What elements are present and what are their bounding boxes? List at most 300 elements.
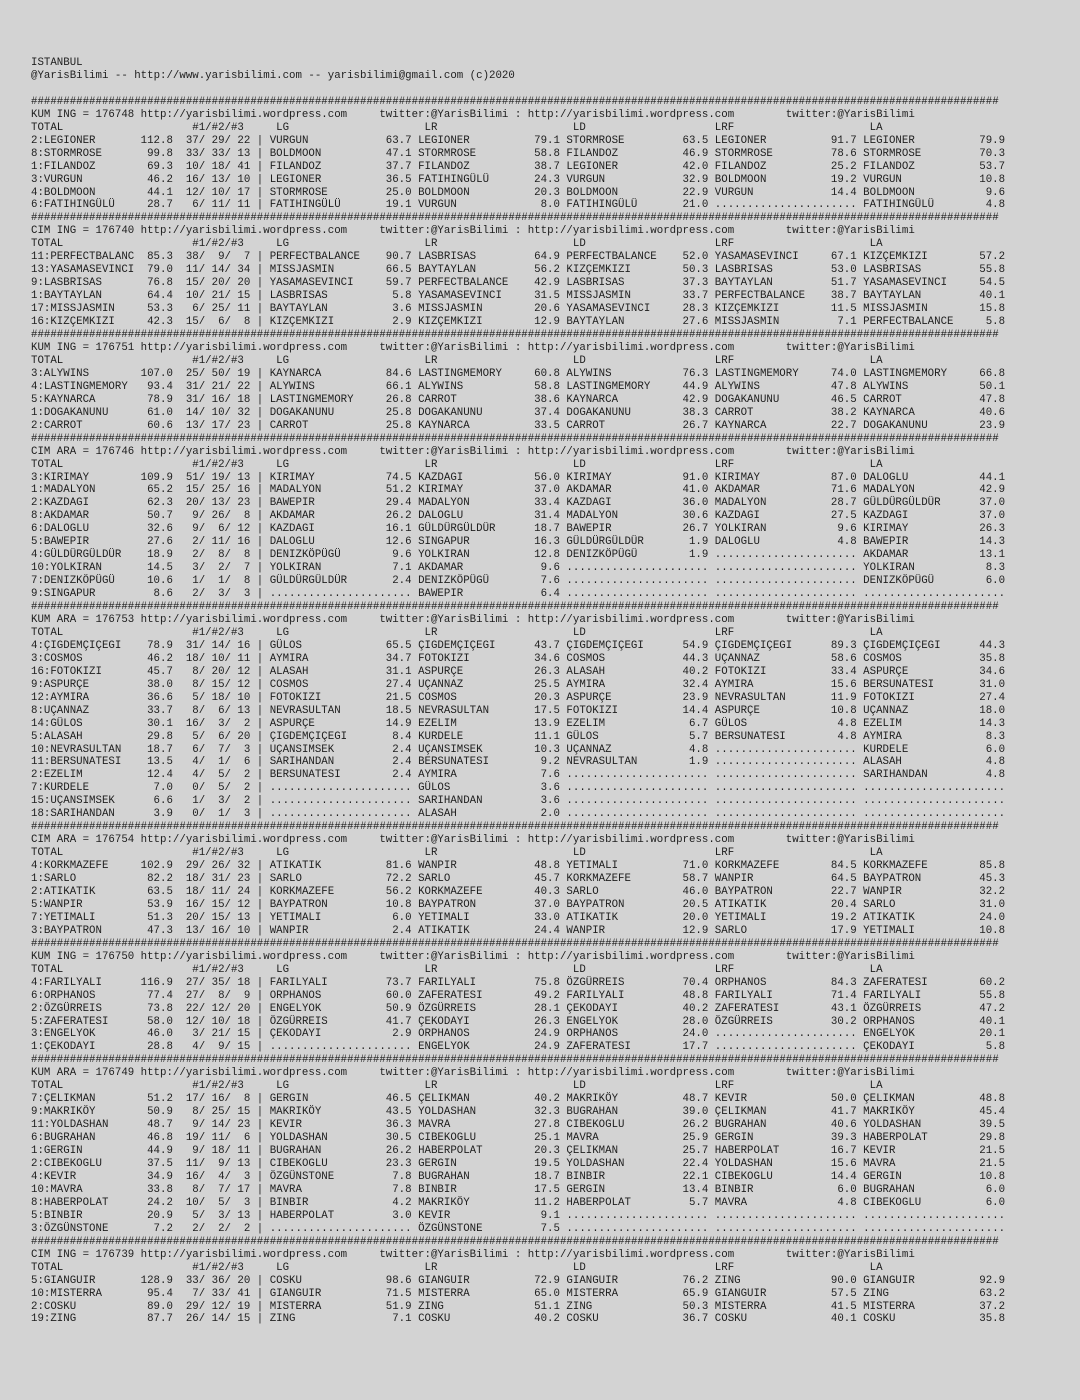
lg-score: 7.1 — [392, 1313, 412, 1326]
city-title: ISTANBUL — [31, 57, 83, 69]
team-name: 9:SINGAPUR — [31, 588, 96, 601]
lg-score: 51.2 — [385, 484, 412, 497]
picks-label: #1/#2/#3 — [192, 238, 244, 251]
pick-counts: 13/ 16/ 10 — [185, 924, 251, 937]
separator-line — [31, 212, 1031, 225]
ld-score: 50.3 — [682, 1300, 709, 1313]
lg-team: WANPIR — [269, 924, 309, 937]
team-name: 7:YETIMALI — [31, 911, 96, 924]
section-header — [31, 834, 1031, 847]
lr-team: SINGAPUR — [418, 536, 470, 549]
total-score: 50.9 — [147, 1106, 173, 1119]
team-name: 16:KIZÇEMKIZI — [31, 316, 115, 329]
twitter-link: twitter:@YarisBilimi : http://yarisbilimi.wordpress.com — [379, 834, 735, 847]
la-team: MADALYON — [863, 484, 915, 497]
lg-score: 26.8 — [385, 393, 412, 406]
la-score: 10.8 — [979, 924, 1006, 937]
lr-score: 19.5 — [534, 1158, 560, 1171]
lr-score: 40.2 — [534, 1093, 560, 1106]
lr-label: LR — [424, 626, 438, 639]
lrf-team: MISTERRA — [714, 1300, 767, 1313]
lg-score: 2.4 — [392, 743, 412, 756]
table-row — [31, 536, 1031, 549]
lr-score: 27.8 — [534, 1119, 560, 1132]
total-score: 51.3 — [147, 911, 173, 924]
la-score: 6.0 — [985, 1183, 1006, 1196]
picks-label: #1/#2/#3 — [192, 1080, 244, 1093]
lg-score: 27.4 — [385, 678, 412, 691]
la-label: LA — [869, 963, 883, 976]
lr-score: 16.3 — [534, 536, 560, 549]
table-row — [31, 679, 1031, 692]
table-row — [31, 925, 1031, 938]
lg-score: 60.0 — [385, 989, 412, 1002]
total-label: TOTAL — [31, 121, 64, 134]
lrf-score: 19.2 — [830, 173, 857, 186]
table-row — [31, 420, 1031, 433]
la-team: KAYNARCA — [863, 406, 915, 419]
ld-team: ZAFERATESI — [566, 1041, 631, 1054]
lr-score: 56.0 — [534, 471, 560, 484]
lr-score: 25.1 — [534, 1132, 560, 1145]
ld-team: ORPHANOS — [566, 1028, 619, 1041]
lg-score: 23.3 — [385, 1158, 412, 1171]
twitter-link: twitter:@YarisBilimi : http://yarisbilimi.wordpress.com — [379, 613, 735, 626]
pick-counts: 4/ 1/ 6 — [192, 756, 251, 769]
total-score: 3.9 — [153, 808, 173, 821]
lg-team: KAZDAGI — [269, 523, 315, 536]
column-divider: | — [256, 510, 264, 523]
table-row — [31, 484, 1031, 497]
lr-team: ÇELIKMAN — [418, 1093, 470, 1106]
lg-label: LG — [276, 847, 290, 860]
lr-score: 28.1 — [534, 1002, 560, 1015]
team-name: 12:AYMIRA — [31, 691, 90, 704]
column-divider: | — [256, 1300, 264, 1313]
ld-team: LASTINGMEMORY — [566, 380, 651, 393]
ld-empty-dots: ...................... — [566, 1222, 709, 1235]
lr-team: KAZDAGI — [418, 471, 464, 484]
lg-team: HABERPOLAT — [269, 1209, 335, 1222]
lg-score: 30.5 — [385, 1132, 412, 1145]
lr-score: 24.4 — [534, 924, 560, 937]
la-team: DALOGLU — [863, 471, 909, 484]
la-label: LA — [869, 458, 883, 471]
la-score: 14.3 — [979, 536, 1006, 549]
table-row — [31, 899, 1031, 912]
ld-score: 48.7 — [682, 1093, 709, 1106]
separator: ###################################################################################################################################################### — [31, 1235, 999, 1248]
lr-score: 33.5 — [534, 419, 560, 432]
la-score: 29.8 — [979, 1132, 1006, 1145]
lg-team: BOLDMOON — [269, 147, 322, 160]
lrf-score: 84.5 — [830, 860, 857, 873]
ld-score: 32.9 — [682, 173, 709, 186]
la-score: 37.0 — [979, 497, 1006, 510]
lrf-team: AYMIRA — [714, 678, 754, 691]
table-row — [31, 666, 1031, 679]
lg-score: 84.6 — [385, 367, 412, 380]
lr-score: 58.8 — [534, 380, 560, 393]
ld-team: WANPIR — [566, 924, 606, 937]
lg-label: LG — [276, 354, 290, 367]
lg-team: ÇIGDEMÇIÇEGI — [269, 730, 348, 743]
column-divider: | — [256, 1015, 264, 1028]
total-score: 46.2 — [147, 173, 173, 186]
lr-team: AYMIRA — [418, 769, 457, 782]
lr-score: 2.0 — [540, 808, 560, 821]
total-score: 77.4 — [147, 989, 173, 1002]
table-row — [31, 1275, 1031, 1288]
team-name: 4:ÇIGDEMÇIÇEGI — [31, 639, 122, 652]
pick-counts: 5/ 3/ 13 — [192, 1209, 251, 1222]
la-team: BAYPATRON — [863, 873, 922, 886]
ld-team: MAVRA — [566, 1132, 599, 1145]
lr-score: 38.6 — [534, 393, 560, 406]
lrf-score: 16.7 — [830, 1145, 857, 1158]
lrf-score: 19.2 — [830, 911, 857, 924]
lr-team: ÇIGDEMÇIÇEGI — [418, 639, 496, 652]
lg-empty-dots: ...................... — [269, 1041, 412, 1054]
column-divider: | — [256, 588, 264, 601]
ld-team: ÇEKODAYI — [566, 1002, 619, 1015]
total-score: 64.4 — [147, 290, 173, 303]
lg-team: LASTINGMEMORY — [269, 393, 354, 406]
section-url: http://yarisbilimi.wordpress.com — [140, 108, 348, 121]
pick-counts: 11/ 14/ 34 — [185, 264, 251, 277]
total-label: TOTAL — [31, 847, 64, 860]
table-row — [31, 860, 1031, 873]
team-name: 6:BUGRAHAN — [31, 1132, 96, 1145]
table-row — [31, 640, 1031, 653]
total-score: 10.6 — [147, 575, 173, 588]
la-team: CARROT — [863, 393, 902, 406]
table-row — [31, 1016, 1031, 1029]
column-divider: | — [256, 380, 264, 393]
total-score: 48.7 — [147, 1119, 173, 1132]
lrf-team: AKDAMAR — [714, 484, 760, 497]
lrf-team: BAYTAYLAN — [714, 277, 773, 290]
lg-team: YETIMALI — [269, 911, 322, 924]
table-row — [31, 756, 1031, 769]
picks-label: #1/#2/#3 — [192, 121, 244, 134]
pick-counts: 18/ 11/ 24 — [185, 886, 251, 898]
team-name: 6:DALOGLU — [31, 523, 90, 536]
lg-score: 46.5 — [385, 1093, 412, 1106]
lg-score: 2.9 — [392, 316, 412, 329]
ld-score: 71.0 — [682, 860, 709, 873]
lr-score: 40.2 — [534, 1313, 560, 1326]
pick-counts: 37/ 29/ 22 — [185, 134, 251, 147]
twitter-link: twitter:@YarisBilimi : http://yarisbilimi.wordpress.com — [379, 225, 735, 238]
lg-team: SARLO — [269, 873, 302, 886]
column-divider: | — [256, 199, 264, 212]
ld-score: 12.9 — [682, 924, 709, 937]
total-label: TOTAL — [31, 1261, 64, 1274]
la-score: 42.9 — [979, 484, 1006, 497]
lr-score: 12.8 — [534, 549, 560, 562]
la-team: BUGRAHAN — [863, 1183, 915, 1196]
ld-team: ZING — [566, 1300, 593, 1313]
pick-counts: 31/ 16/ 18 — [185, 393, 251, 406]
la-team: STORMROSE — [863, 147, 922, 160]
lr-team: BAWEPIR — [418, 588, 464, 601]
lr-team: ATIKATIK — [418, 924, 470, 937]
lg-team: DENIZKÖPÜGÜ — [269, 549, 341, 562]
total-score: 78.9 — [147, 393, 173, 406]
la-score: 5.8 — [985, 316, 1006, 329]
lrf-empty-dots: ...................... — [714, 782, 857, 795]
la-team: FOTOKIZI — [863, 691, 915, 704]
team-name: 3:ÖZGÜNSTONE — [31, 1222, 109, 1235]
lg-score: 10.8 — [385, 898, 412, 911]
lrf-score: 74.0 — [830, 367, 857, 380]
column-divider: | — [256, 665, 264, 678]
table-row — [31, 199, 1031, 212]
ld-score: 32.4 — [682, 678, 709, 691]
column-divider: | — [256, 484, 264, 497]
lg-score: 51.9 — [385, 1300, 412, 1313]
team-name: 2:ÖZGÜRREIS — [31, 1002, 102, 1015]
total-score: 102.9 — [140, 860, 173, 873]
total-score: 78.9 — [147, 639, 173, 652]
lg-team: DALOGLU — [269, 536, 315, 549]
la-label: LA — [869, 121, 883, 134]
lr-score: 24.3 — [534, 173, 560, 186]
la-team: MAKRIKÖY — [863, 1106, 915, 1119]
lr-team: CIBEKOGLU — [418, 1132, 477, 1145]
lrf-score: 91.7 — [830, 134, 857, 147]
la-team: ORPHANOS — [863, 1015, 915, 1028]
lg-team: BAYTAYLAN — [269, 303, 328, 316]
ld-label: LD — [572, 626, 586, 639]
ld-score: 4.8 — [688, 743, 709, 756]
team-name: 2:CIBEKOGLU — [31, 1158, 102, 1171]
team-name: 2:EZELIM — [31, 769, 83, 782]
lg-score: 25.0 — [385, 186, 412, 199]
lrf-empty-dots: ...................... — [714, 743, 857, 756]
lrf-score: 4.8 — [837, 536, 857, 549]
lr-score: 20.3 — [534, 691, 560, 704]
lg-team: BINBIR — [269, 1196, 309, 1209]
table-row — [31, 705, 1031, 718]
lg-score: 2.4 — [392, 756, 412, 769]
section-title: KUM ING = 176750 — [31, 950, 135, 963]
lg-team: GÜLDÜRGÜLDÜR — [269, 575, 348, 588]
lrf-team: SARLO — [714, 924, 748, 937]
total-score: 82.2 — [147, 873, 173, 886]
ld-team: ATIKATIK — [566, 911, 619, 924]
total-score: 116.9 — [140, 976, 173, 989]
lg-team: COSKU — [269, 1274, 302, 1287]
column-header-row — [31, 122, 1031, 135]
lr-team: CARROT — [418, 393, 457, 406]
ld-team: PERFECTBALANCE — [566, 251, 657, 264]
lrf-team: BOLDMOON — [714, 173, 767, 186]
table-row — [31, 497, 1031, 510]
ld-team: BUGRAHAN — [566, 1106, 619, 1119]
la-score: 15.8 — [979, 303, 1006, 316]
section-title: KUM ARA = 176749 — [31, 1067, 135, 1080]
la-team: ZAFERATESI — [863, 976, 928, 989]
la-score: 8.3 — [985, 562, 1006, 575]
team-name: 7:KURDELE — [31, 782, 90, 795]
lg-empty-dots: ...................... — [269, 795, 412, 808]
team-name: 10:YOLKIRAN — [31, 562, 102, 575]
lrf-empty-dots: ...................... — [714, 549, 857, 562]
table-row — [31, 303, 1031, 316]
lrf-label: LRF — [714, 1080, 735, 1093]
total-score: 24.2 — [147, 1196, 173, 1209]
la-team: YASAMASEVINCI — [863, 277, 948, 290]
lg-team: ATIKATIK — [269, 860, 322, 873]
la-team: FILANDOZ — [863, 160, 915, 173]
lrf-score: 71.6 — [830, 484, 857, 497]
lrf-team: HABERPOLAT — [714, 1145, 780, 1158]
table-row — [31, 1171, 1031, 1184]
lr-team: YASAMASEVINCI — [418, 290, 502, 303]
lg-score: 29.4 — [385, 497, 412, 510]
pick-counts: 16/ 13/ 10 — [185, 173, 251, 186]
ld-label: LD — [572, 458, 586, 471]
la-team: DENIZKÖPÜGÜ — [863, 575, 935, 588]
lr-label: LR — [424, 847, 438, 860]
ld-label: LD — [572, 354, 586, 367]
la-score: 4.8 — [985, 769, 1006, 782]
lg-team: KORKMAZEFE — [269, 886, 335, 898]
lrf-team: LASBRISAS — [714, 264, 773, 277]
column-header-row — [31, 1080, 1031, 1093]
lr-team: BAYPATRON — [418, 898, 477, 911]
team-name: 2:KAZDAGI — [31, 497, 90, 510]
column-divider: | — [256, 264, 264, 277]
table-row — [31, 1145, 1031, 1158]
separator-line — [31, 433, 1031, 446]
column-divider: | — [256, 536, 264, 549]
table-row — [31, 251, 1031, 264]
column-divider: | — [256, 808, 264, 821]
lg-empty-dots: ...................... — [269, 1222, 412, 1235]
column-divider: | — [256, 251, 264, 264]
section-title: CIM ARA = 176754 — [31, 834, 135, 847]
lrf-score: 17.9 — [830, 924, 857, 937]
twitter-handle: twitter:@YarisBilimi — [785, 1248, 915, 1261]
lr-score: 24.9 — [534, 1041, 560, 1054]
lr-team: DALOGLU — [418, 510, 464, 523]
lrf-label: LRF — [714, 354, 735, 367]
la-team: WANPIR — [863, 886, 902, 898]
column-divider: | — [256, 186, 264, 199]
ld-score: 20.5 — [682, 898, 709, 911]
lg-score: 36.5 — [385, 173, 412, 186]
lg-score: 36.3 — [385, 1119, 412, 1132]
lr-team: COSKU — [418, 1313, 451, 1326]
lr-team: ALASAH — [418, 808, 457, 821]
lrf-score: 64.5 — [830, 873, 857, 886]
lrf-score: 53.0 — [830, 264, 857, 277]
total-score: 51.2 — [147, 1093, 173, 1106]
lr-score: 31.5 — [534, 290, 560, 303]
lrf-score: 11.9 — [830, 691, 857, 704]
ld-score: 30.6 — [682, 510, 709, 523]
lrf-team: BAYPATRON — [714, 886, 773, 898]
table-row — [31, 692, 1031, 705]
team-name: 13:YASAMASEVINCI — [31, 264, 135, 277]
total-score: 46.0 — [147, 1028, 173, 1041]
lrf-score: 38.2 — [830, 406, 857, 419]
lrf-team: BERSUNATESI — [714, 730, 786, 743]
lrf-team: YASAMASEVINCI — [714, 251, 799, 264]
la-team: DOGAKANUNU — [863, 419, 928, 432]
ld-score: 26.7 — [682, 419, 709, 432]
lg-team: CARROT — [269, 419, 309, 432]
lrf-empty-dots: ...................... — [714, 1028, 857, 1041]
ld-score: 76.3 — [682, 367, 709, 380]
lrf-team: ZING — [714, 1274, 741, 1287]
section-url: http://yarisbilimi.wordpress.com — [140, 1067, 348, 1080]
la-team: KURDELE — [863, 743, 909, 756]
total-label: TOTAL — [31, 1080, 64, 1093]
la-team: UÇANNAZ — [863, 704, 909, 717]
lg-score: 31.1 — [385, 665, 412, 678]
table-row — [31, 808, 1031, 821]
la-team: GÜLDÜRGÜLDÜR — [863, 497, 941, 510]
section-title: KUM ING = 176751 — [31, 341, 135, 354]
ld-team: KAZDAGI — [566, 497, 612, 510]
lrf-team: YOLKIRAN — [714, 523, 767, 536]
lg-score: 4.2 — [392, 1196, 412, 1209]
lg-team: ZING — [269, 1313, 296, 1326]
table-row — [31, 135, 1031, 148]
lg-label: LG — [276, 963, 290, 976]
team-name: 3:KIRIMAY — [31, 471, 90, 484]
section-url: http://yarisbilimi.wordpress.com — [140, 445, 348, 458]
ld-score: 1.9 — [688, 756, 709, 769]
pick-counts: 11/ 9/ 13 — [185, 1158, 251, 1171]
pick-counts: 6/ 25/ 11 — [192, 303, 251, 316]
column-divider: | — [256, 1209, 264, 1222]
la-score: 39.5 — [979, 1119, 1006, 1132]
lr-score: 18.7 — [534, 1170, 560, 1183]
pick-counts: 22/ 12/ 20 — [185, 1002, 251, 1015]
la-label: LA — [869, 1080, 883, 1093]
section-title: KUM ARA = 176753 — [31, 613, 135, 626]
lrf-score: 20.4 — [830, 898, 857, 911]
team-name: 1:ÇEKODAYI — [31, 1041, 96, 1054]
la-score: 40.1 — [979, 290, 1006, 303]
la-score: 45.4 — [979, 1106, 1006, 1119]
pick-counts: 38/ 9/ 7 — [185, 251, 251, 264]
table-row — [31, 886, 1031, 899]
ld-score: 70.4 — [682, 976, 709, 989]
lr-score: 40.3 — [534, 886, 560, 898]
section-url: http://yarisbilimi.wordpress.com — [140, 834, 348, 847]
pick-counts: 8/ 20/ 12 — [192, 665, 251, 678]
total-score: 44.1 — [147, 186, 173, 199]
lg-team: GIANGUIR — [269, 1287, 322, 1300]
total-score: 37.5 — [147, 1158, 173, 1171]
lr-team: ALYWINS — [418, 380, 464, 393]
la-score: 44.1 — [979, 471, 1006, 484]
picks-label: #1/#2/#3 — [192, 847, 244, 860]
lr-label: LR — [424, 238, 438, 251]
picks-label: #1/#2/#3 — [192, 354, 244, 367]
pick-counts: 19/ 11/ 6 — [185, 1132, 251, 1145]
lr-score: 3.6 — [540, 795, 560, 808]
lr-team: BINBIR — [418, 1183, 457, 1196]
la-score: 35.8 — [979, 652, 1006, 665]
ld-team: MADALYON — [566, 510, 619, 523]
